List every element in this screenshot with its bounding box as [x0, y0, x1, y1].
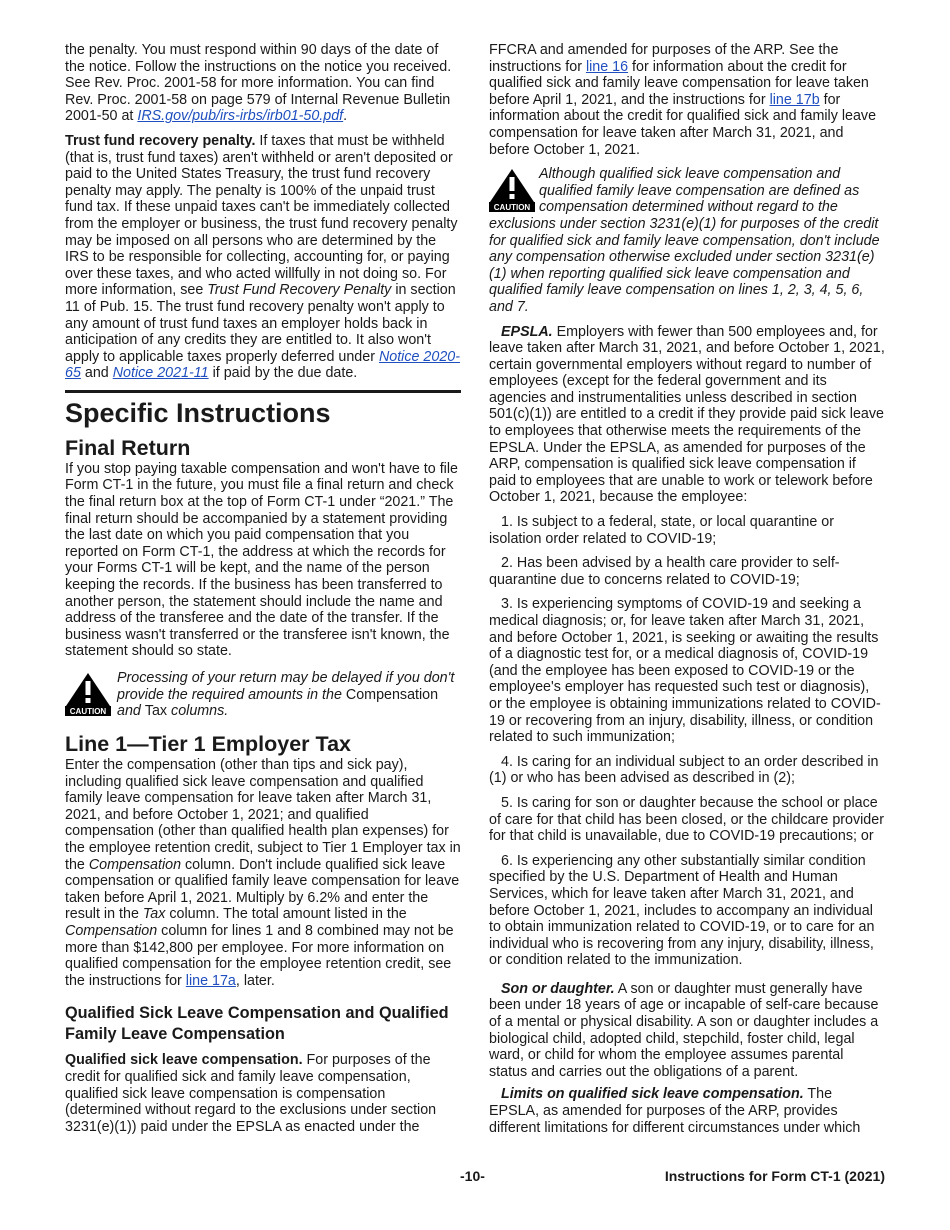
caution-icon: [489, 168, 535, 212]
svg-text:CAUTION: CAUTION: [69, 707, 107, 716]
trust-fund-heading: Trust fund recovery penalty.: [65, 132, 256, 149]
list-item: 3. Is experiencing symptoms of COVID-19 and seeking a medical diagnosis; or, for leave taken after March 31, 2021, and before October 1, 2021, is seeking or awaiting the results of a diagnostic test for, or a medical diagnosis of, COVID-19 (and the employee has been exposed to COVID-19 or the employee's employer has requested such test or diagnosis), or the employee is obtaining immunizations related to COVID-19 or recovering from an injury, disability, illness, or condition related to such immunization;: [489, 596, 881, 746]
caution-note: [65, 670, 461, 721]
son-or-daughter-paragraph: Son or daughter. A son or daughter must generally have been under 18 years of age or incapable of self-care because of a mental or physical disability. A son or daughter includes a biological child, adopted child, stepchild, foster child, legal ward, or child for whom the employee assumes parental status and carries out the obligations of a parent.: [489, 980, 879, 1080]
caution-text-2: Although qualified sick leave compensation and qualified family leave compensation are defined as compensation determined without regard to the exclusions under section 3231(e)(1) for purposes of the credit for qualified sick and family leave compensation, don't include any compensation otherwise excluded under section 3231(e)(1) when reporting qualified sick leave compensation and qualified family leave compensation on lines 1, 2, 3, 4, 5, 6, and 7.: [489, 166, 880, 315]
list-item: 2. Has been advised by a health care provider to self-quarantine due to concerns related to COVID-19;: [489, 555, 840, 588]
notice-2021-11-link[interactable]: Notice 2021-11: [112, 365, 209, 382]
page-number: -10-: [460, 1168, 485, 1184]
intro-paragraph: the penalty. You must respond within 90 days of the date of the notice. Follow the instructions on the notice you received. See Rev. Proc. 2001-58 for more information. You can find Rev. Proc. 2001-58 on page 579 of Internal Revenue Bulletin 2001-50 at IRS.gov/pub/irs-irbs/irb01-50.pdf.: [65, 42, 452, 125]
epsla-paragraph: EPSLA. Employers with fewer than 500 employees and, for leave taken after March 31, 2021, and before October 1, 2021, certain governmental employers without regard to number of employees (except for the federal government and its agencies and instrumentalities unless described in section 501(c)(1)) are entitled to a credit if they provide paid sick leave to employees that otherwise meets the requirements of the EPSLA. Under the EPSLA, as amended for purposes of the ARP, compensation is qualified sick leave compensation if paid to employees that are unable to work or telework before October 1, 2021, because the employee:: [489, 323, 885, 506]
left-column: [65, 42, 461, 1135]
qualified-leave-heading: Qualified Sick Leave Compensation and Qualified Family Leave Compensation: [65, 1004, 449, 1043]
trust-fund-paragraph: Trust fund recovery penalty. If taxes that must be withheld (that is, trust fund taxes) aren't withheld or aren't deposited or paid to the United States Treasury, the trust fund recovery penalty may apply. The penalty is 100% of the unpaid trust fund tax. If these unpaid taxes can't be immediately collected from the employer or business, the trust fund recovery penalty may be imposed on all persons who are determined by the IRS to be responsible for collecting, accounting for, or paying over these taxes, and who acted willfully in not doing so. For more information, see Trust Fund Recovery Penalty in section 11 of Pub. 15. The trust fund recovery penalty won't apply to any amount of trust fund taxes an employer holds back in anticipation of any credits they are entitled to. It also won't apply to applicable taxes properly deferred under Notice 2020-65 and Notice 2021-11 if paid by the due date.: [65, 132, 460, 382]
continuation-paragraph: FFCRA and amended for purposes of the ARP. See the instructions for line 16 for information about the credit for qualified sick and family leave compensation for leave taken before April 1, 2021, and the instructions for line 17b for information about the credit for qualified sick and family leave compensation for leave taken after March 31, 2021, and before October 1, 2021.: [489, 42, 877, 158]
notice-2020-65-link[interactable]: Notice 2020-65: [65, 348, 460, 382]
specific-instructions-heading: Specific Instructions: [65, 390, 461, 429]
qualified-sick-leave-paragraph: Qualified sick leave compensation. For purposes of the credit for qualified sick and family leave compensation, qualified sick leave compensation is compensation (determined without regard to the exclusions under section 3231(e)(1)) paid under the EPSLA as enacted under the: [65, 1052, 437, 1135]
final-return-paragraph: If you stop paying taxable compensation and won't have to file Form CT-1 in the future, you must file a final return and check the final return box at the top of Form CT-1 under “2021.” The final return should be accompanied by a statement providing the last date on which you paid compensation that you reported on Form CT-1, the address at which the records for your Forms CT-1 will be kept, and the name of the person keeping the records. If the business has been transferred to another person, the statement should include the name and address of the transferee and the date of the transfer. If the business wasn't transferred or the transferee isn't known, the statement should so state.: [65, 460, 458, 660]
right-column: [489, 42, 885, 1136]
caution-icon: [65, 672, 113, 721]
list-item: 4. Is caring for an individual subject to an order described in (1) or who has been advised as described in (2);: [489, 753, 879, 787]
final-return-heading: Final Return: [65, 435, 191, 460]
list-item: 1. Is subject to a federal, state, or local quarantine or isolation order related to COVID-19;: [489, 514, 834, 547]
limits-paragraph: Limits on qualified sick leave compensation. The EPSLA, as amended for purposes of the ARP, provides different limitations for different circumstances under which: [489, 1086, 861, 1136]
line-17a-link[interactable]: line 17a: [185, 972, 236, 989]
line-16-link[interactable]: line 16: [585, 58, 629, 75]
line1-heading: Line 1—Tier 1 Employer Tax: [65, 732, 351, 756]
list-item: 5. Is caring for son or daughter because the school or place of care for that child has been closed, or the childcare provider for that child is unavailable, due to COVID-19 precautions; or: [489, 794, 884, 845]
line-17b-link[interactable]: line 17b: [769, 91, 820, 108]
list-item: 6. Is experiencing any other substantially similar condition specified by the U.S. Department of Health and Human Services, which for leave taken after March 31, 2021, and before October 1, 2021, includes to accompany an individual to obtain immunization related to COVID-19, or to care for an individual who is recovering from any injury, disability, illness, or condition related to the immunization.: [489, 852, 875, 969]
caution-text: Processing of your return may be delayed if you don't provide the required amounts in the Compensation and Tax columns.: [117, 670, 455, 720]
svg-text:CAUTION: CAUTION: [493, 203, 531, 213]
footer-title: Instructions for Form CT-1 (2021): [664, 1168, 885, 1184]
caution-note-2: [489, 166, 885, 315]
line1-paragraph: Enter the compensation (other than tips and sick pay), including qualified sick leave compensation and qualified family leave compensation for leave taken after March 31, 2021, and before October 1, 2021; and qualified compensation (other than qualified health plan expenses) for the employee retention credit, subject to Tier 1 Employer tax in the Compensation column. Don't include qualified sick leave compensation or qualified family leave compensation for leave taken before April 1, 2021. Multiply by 6.2% and enter the result in the Tax column. The total amount listed in the Compensation column for lines 1 and 8 combined may not be more than $142,800 per employee. For more information on qualified compensation for the employee retention credit, see the instructions for line 17a, later.: [65, 757, 461, 989]
irb-link[interactable]: IRS.gov/pub/irs-irbs/irb01-50.pdf: [137, 108, 344, 125]
